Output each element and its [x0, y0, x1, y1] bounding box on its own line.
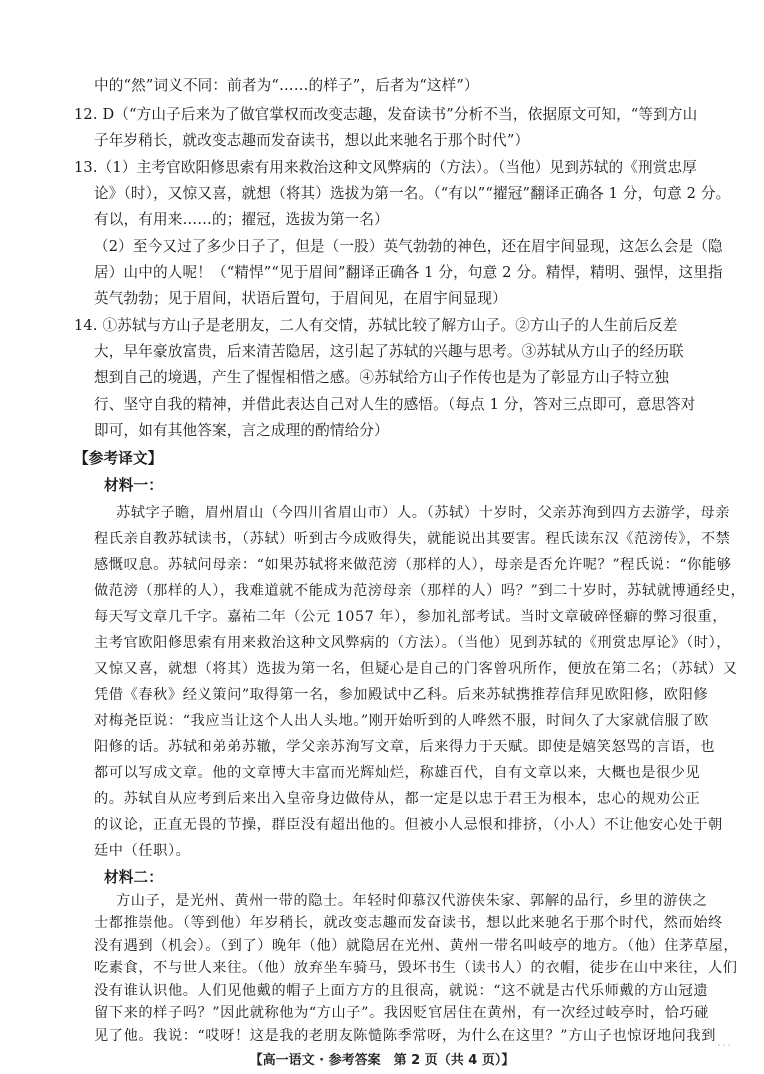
translation-line: 士都推崇他。（等到他）年岁稍长，就改变志趣而发奋读书，想以此来驰名于那个时代，然而始终 [94, 915, 723, 931]
translation-line: 主考官欧阳修思索有用来救治这种文风弊病的（方法）。（当他）见到苏轼的《刑赏忠厚论》（时）， [94, 635, 732, 651]
answer-line: 大，早年豪放富贵，后来清苦隐居，这引起了苏轼的兴趣与思考。③苏轼从方山子的经历联 [94, 343, 684, 360]
translation-line: 感慨叹息。苏轼问母亲：“如果苏轼将来做范滂（那样的人），母亲是否允许呢？”程氏说：“你能够 [94, 557, 732, 573]
translation-line: 阳修的话。苏轼和弟弟苏辙，学父亲苏洵写文章，后来得力于天赋。即使是嬉笑怒骂的言语，也 [94, 739, 716, 755]
translation-line: 苏轼字子瞻，眉州眉山（今四川省眉山市）人。（苏轼）十岁时，父亲苏洵到四方去游学，母亲 [116, 505, 730, 521]
translation-line: 都可以写成文章。他的文章博大丰富而光辉灿烂，称雄百代，自有文章以来，大概也是很少见 [94, 765, 701, 781]
answer-line: 12. D（“方山子后来为了做官掌权而改变志趣，发奋读书”分析不当，依据原文可知，“等到方山 [74, 106, 698, 123]
section-heading: 【参考译文】 [74, 450, 163, 467]
translation-line: 吃素食，不与世人来往。（他）放弃坐车骑马，毁坏书生（读书人）的衣帽，徒步在山中来往，人们 [94, 960, 738, 976]
translation-line: 留下来的样子吗？”因此就称他为“方山子”。我因贬官居住在黄州，有一次经过岐亭时，恰巧碰 [94, 1005, 710, 1021]
translation-line: 廷中（任职）。 [94, 843, 191, 859]
translation-line: 的议论，正直无畏的节操，群臣没有超出他的。但被小人忌恨和排挤，（小人）不让他安心处于朝 [94, 817, 723, 833]
translation-line: 没有谁认识他。人们见他戴的帽子上面方方的且很高，就说：“这不就是古代乐师戴的方山冠遗 [94, 982, 709, 999]
answer-line: 居）山中的人呢！（“精悍”“见于眉间”翻译正确各 1 分，句意 2 分。精悍，精明、强悍，这里指 [94, 264, 723, 281]
material-heading: 材料二： [104, 869, 163, 886]
answer-line: 行、坚守自我的精神，并借此表达自己对人生的感悟。（每点 1 分，答对三点即可，意思答对 [94, 396, 696, 413]
translation-line: 每天写文章几千字。嘉祐二年（公元 1057 年），参加礼部考试。当时文章破碎怪癖的弊习很重， [94, 609, 728, 625]
scan-mark-icon [716, 1042, 736, 1048]
translation-line: 没有遇到（机会）。（到了）晚年（他）就隐居在光州、黄州一带名叫岐亭的地方。（他）住茅草屋， [94, 937, 739, 954]
material-heading: 材料一： [104, 477, 163, 494]
translation-line: 见了他。我说：“哎呀！这是我的老朋友陈慥陈季常呀，为什么在这里？”方山子也惊讶地问我到 [94, 1027, 716, 1044]
translation-line: 程氏亲自教苏轼读书，（苏轼）听到古今成败得失，就能说出其要害。程氏读东汉《范滂传》，不禁 [94, 531, 731, 547]
answer-line: 14. ①苏轼与方山子是老朋友，二人有交情，苏轼比较了解方山子。②方山子的人生前后反差 [74, 317, 678, 334]
answer-line: 中的“然”词义不同：前者为“……的样子”，后者为“这样”） [94, 77, 479, 94]
answer-line: 想到自己的境遇，产生了惺惺相惜之感。④苏轼给方山子作传也是为了彰显方山子特立独 [94, 369, 670, 386]
answer-line: 有以，有用来……的；擢冠，选拔为第一名） [94, 211, 389, 228]
page-footer: 【高一语文 · 参考答案 第 2 页（共 4 页）】 [249, 1053, 515, 1068]
translation-line: 方山子，是光州、黄州一带的隐士。年轻时仰慕汉代游侠朱家、郭解的品行，乡里的游侠之 [116, 892, 708, 909]
translation-line: 做范滂（那样的人），我难道就不能成为范滂母亲（那样的人）吗？”到二十岁时，苏轼就博通经史， [94, 583, 746, 599]
translation-line: 又惊又喜，就想（将其）选拔为第一名，但疑心是自己的门客曾巩所作，便放在第二名；（苏轼）又 [94, 661, 738, 677]
translation-line: 对梅尧臣说：“我应当让这个人出人头地。”刚开始听到的人哗然不服，时间久了大家就信服了欧 [94, 713, 709, 729]
answer-line: 即可，如有其他答案，言之成理的酌情给分） [94, 422, 389, 439]
answer-line: （2）至今又过了多少日子了，但是（一股）英气勃勃的神色，还在眉宇间显现，这怎么会是（隐 [94, 238, 723, 255]
answer-line: 13.（1）主考官欧阳修思索有用来救治这种文风弊病的（方法）。（当他）见到苏轼的《刑赏忠厚 [74, 159, 697, 176]
answer-line: 论》（时），又惊又喜，就想（将其）选拔为第一名。（“有以”“擢冠”翻译正确各 1 分，句意 2 分。 [94, 185, 731, 202]
answer-line: 英气勃勃；见于眉间，状语后置句，于眉间见，在眉宇间显现） [94, 290, 507, 307]
translation-line: 的。苏轼自从应考到后来出入皇帝身边做侍从，都一定是以忠于君王为根本，忠心的规劝公正 [94, 791, 701, 807]
answer-line: 子年岁稍长，就改变志趣而发奋读书，想以此来驰名于那个时代”） [94, 132, 530, 149]
translation-line: 凭借《春秋》经义策问”取得第一名，参加殿试中乙科。后来苏轼携推荐信拜见欧阳修，欧阳修 [94, 687, 709, 703]
